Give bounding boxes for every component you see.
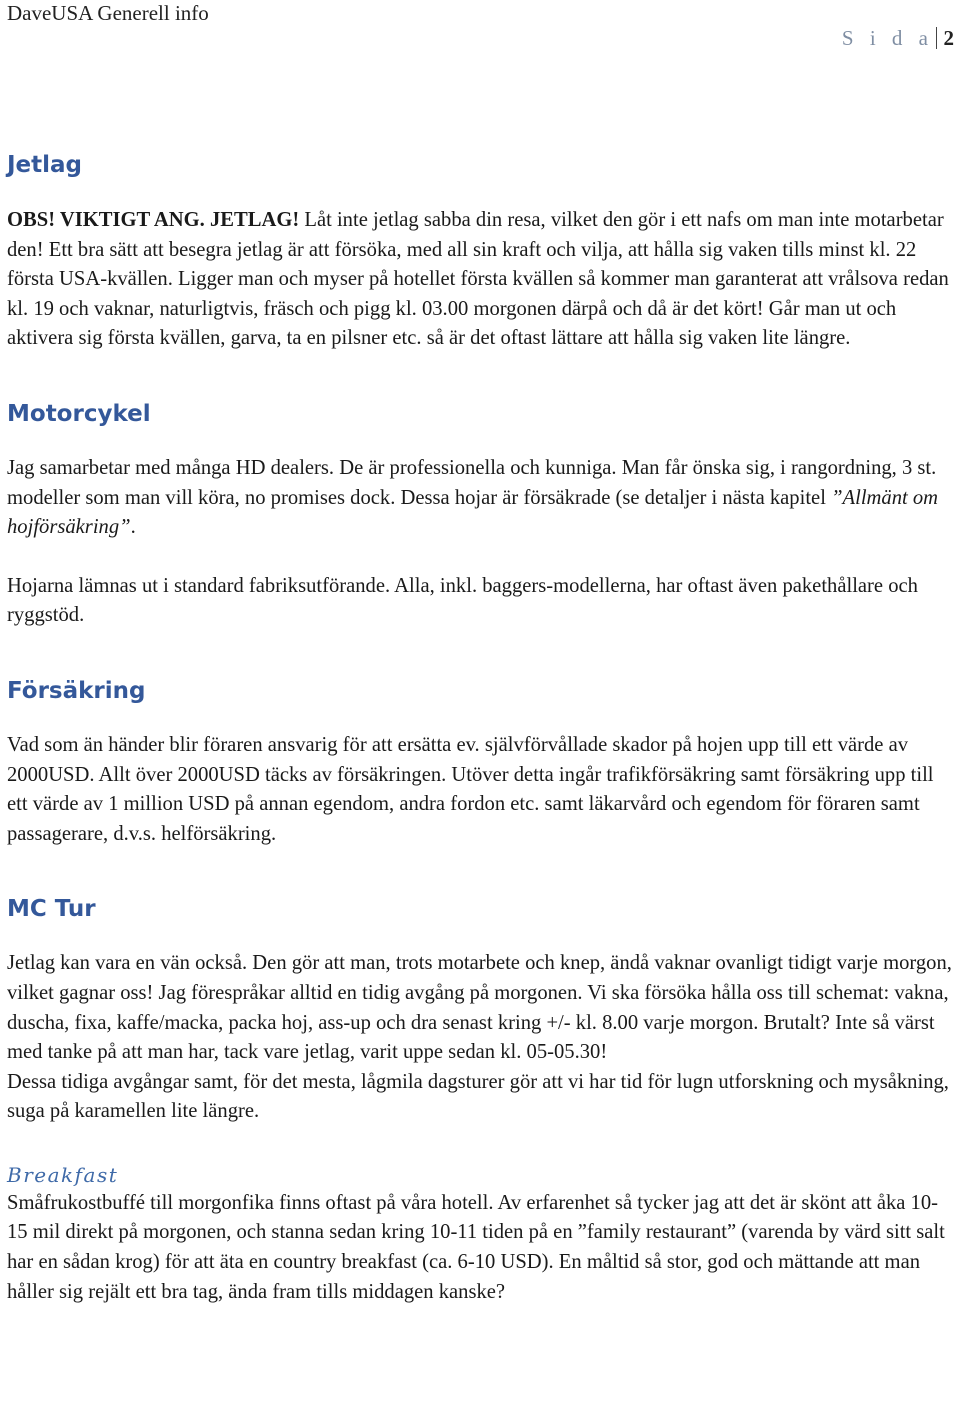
jetlag-text: Låt inte jetlag sabba din resa, vilket den gör i ett nafs om man inte motarbetar den! Ett bra sätt att besegra jetlag är att försöka, med all sin kraft och vilja, att hålla sig vaken tills minst kl. 22 första USA-kvällen. Ligger man och myser på hotellet första kvällen så kommer man garanterat att vrålsova redan kl. 19 och vaknar, naturligtvis, fräsch och pigg kl. 03.00 morgonen därpå och då är det kört! Går man ut och aktivera sig första kvällen, garva, ta en pilsner etc. så är det oftast lättare att hålla sig vaken lite längre. [7,209,949,350]
motorcykel-reference: ”Allmänt om hojförsäkring” [7,486,939,539]
heading-jetlag: Jetlag [7,152,83,178]
paragraph-breakfast: Småfrukostbuffé till morgonfika finns oftast på våra hotell. Av erfarenhet så tycker jag att det är skönt att åka 10-15 mil direkt på morgonen, och stanna sedan kring 10-11 tiden på en ”family restaurant” (varenda by värd sitt salt har en sådan krog) för att äta en country breakfast (ca. 6-10 USD). En måltid så stor, god och mättande att man håller sig rejält ett bra tag, ända fram tills middagen kanske? [7,1191,945,1303]
paragraph-motorcykel-2: Hojarna lämnas ut i standard fabriksutförande. Alla, inkl. baggers-modellerna, har oftast även pakethållare och ryggstöd. [7,574,918,627]
paragraph-motorcykel-1 [7,454,955,543]
heading-breakfast: Breakfast [7,1162,119,1187]
document-body [7,150,955,1307]
page-number: 2 [943,26,954,50]
motorcykel-text-end: . [130,516,136,539]
paragraph-mc-tur-1: Jetlag kan vara en vän också. Den gör att man, trots motarbete och knep, ändå vaknar ovanligt tidigt varje morgon, vilket gagnar oss! Jag förespråkar alltid en tidig avgång på morgonen. Vi ska försöka hålla oss till schemat: vakna, duscha, fixa, kaffe/macka, packa hoj, ass-up och dra senast kring +/- kl. 8.00 varje morgon. Brutalt? Inte så värst med tanke på att man har, tack vare jetlag, varit uppe sedan kl. 05-05.30! [7,952,952,1064]
page-label: S i d a [841,26,934,50]
document-header-title: DaveUSA Generell info [7,1,209,25]
paragraph-forsakring: Vad som än händer blir föraren ansvarig för att ersätta ev. självförvållade skador på hojen upp till ett värde av 2000USD. Allt över 2000USD täcks av försäkringen. Utöver detta ingår trafikförsäkring samt försäkring upp till ett värde av 1 million USD på annan egendom, andra fordon etc. samt läkarvård och egendom för föraren samt passagerare, d.v.s. helförsäkring. [7,733,934,845]
paragraph-mc-tur-2: Dessa tidiga avgångar samt, för det mesta, lågmila dagsturer gör att vi har tid för lugn utforskning och mysåkning, suga på karamellen lite längre. [7,1070,949,1123]
page-separator [936,27,937,49]
heading-forsakring: Försäkring [7,677,146,704]
jetlag-warning: OBS! VIKTIGT ANG. JETLAG! [7,209,300,231]
page-number-indicator [842,26,954,50]
paragraph-jetlag [7,206,955,354]
heading-mc-tur: MC Tur [7,896,96,923]
motorcykel-text: Jag samarbetar med många HD dealers. De är professionella och kunniga. Man får önska sig, i rangordning, 3 st. modeller som man vill köra, no promises dock. Dessa hojar är försäkrade (se detaljer i nästa kapitel [7,456,937,509]
heading-motorcykel: Motorcykel [7,400,151,427]
